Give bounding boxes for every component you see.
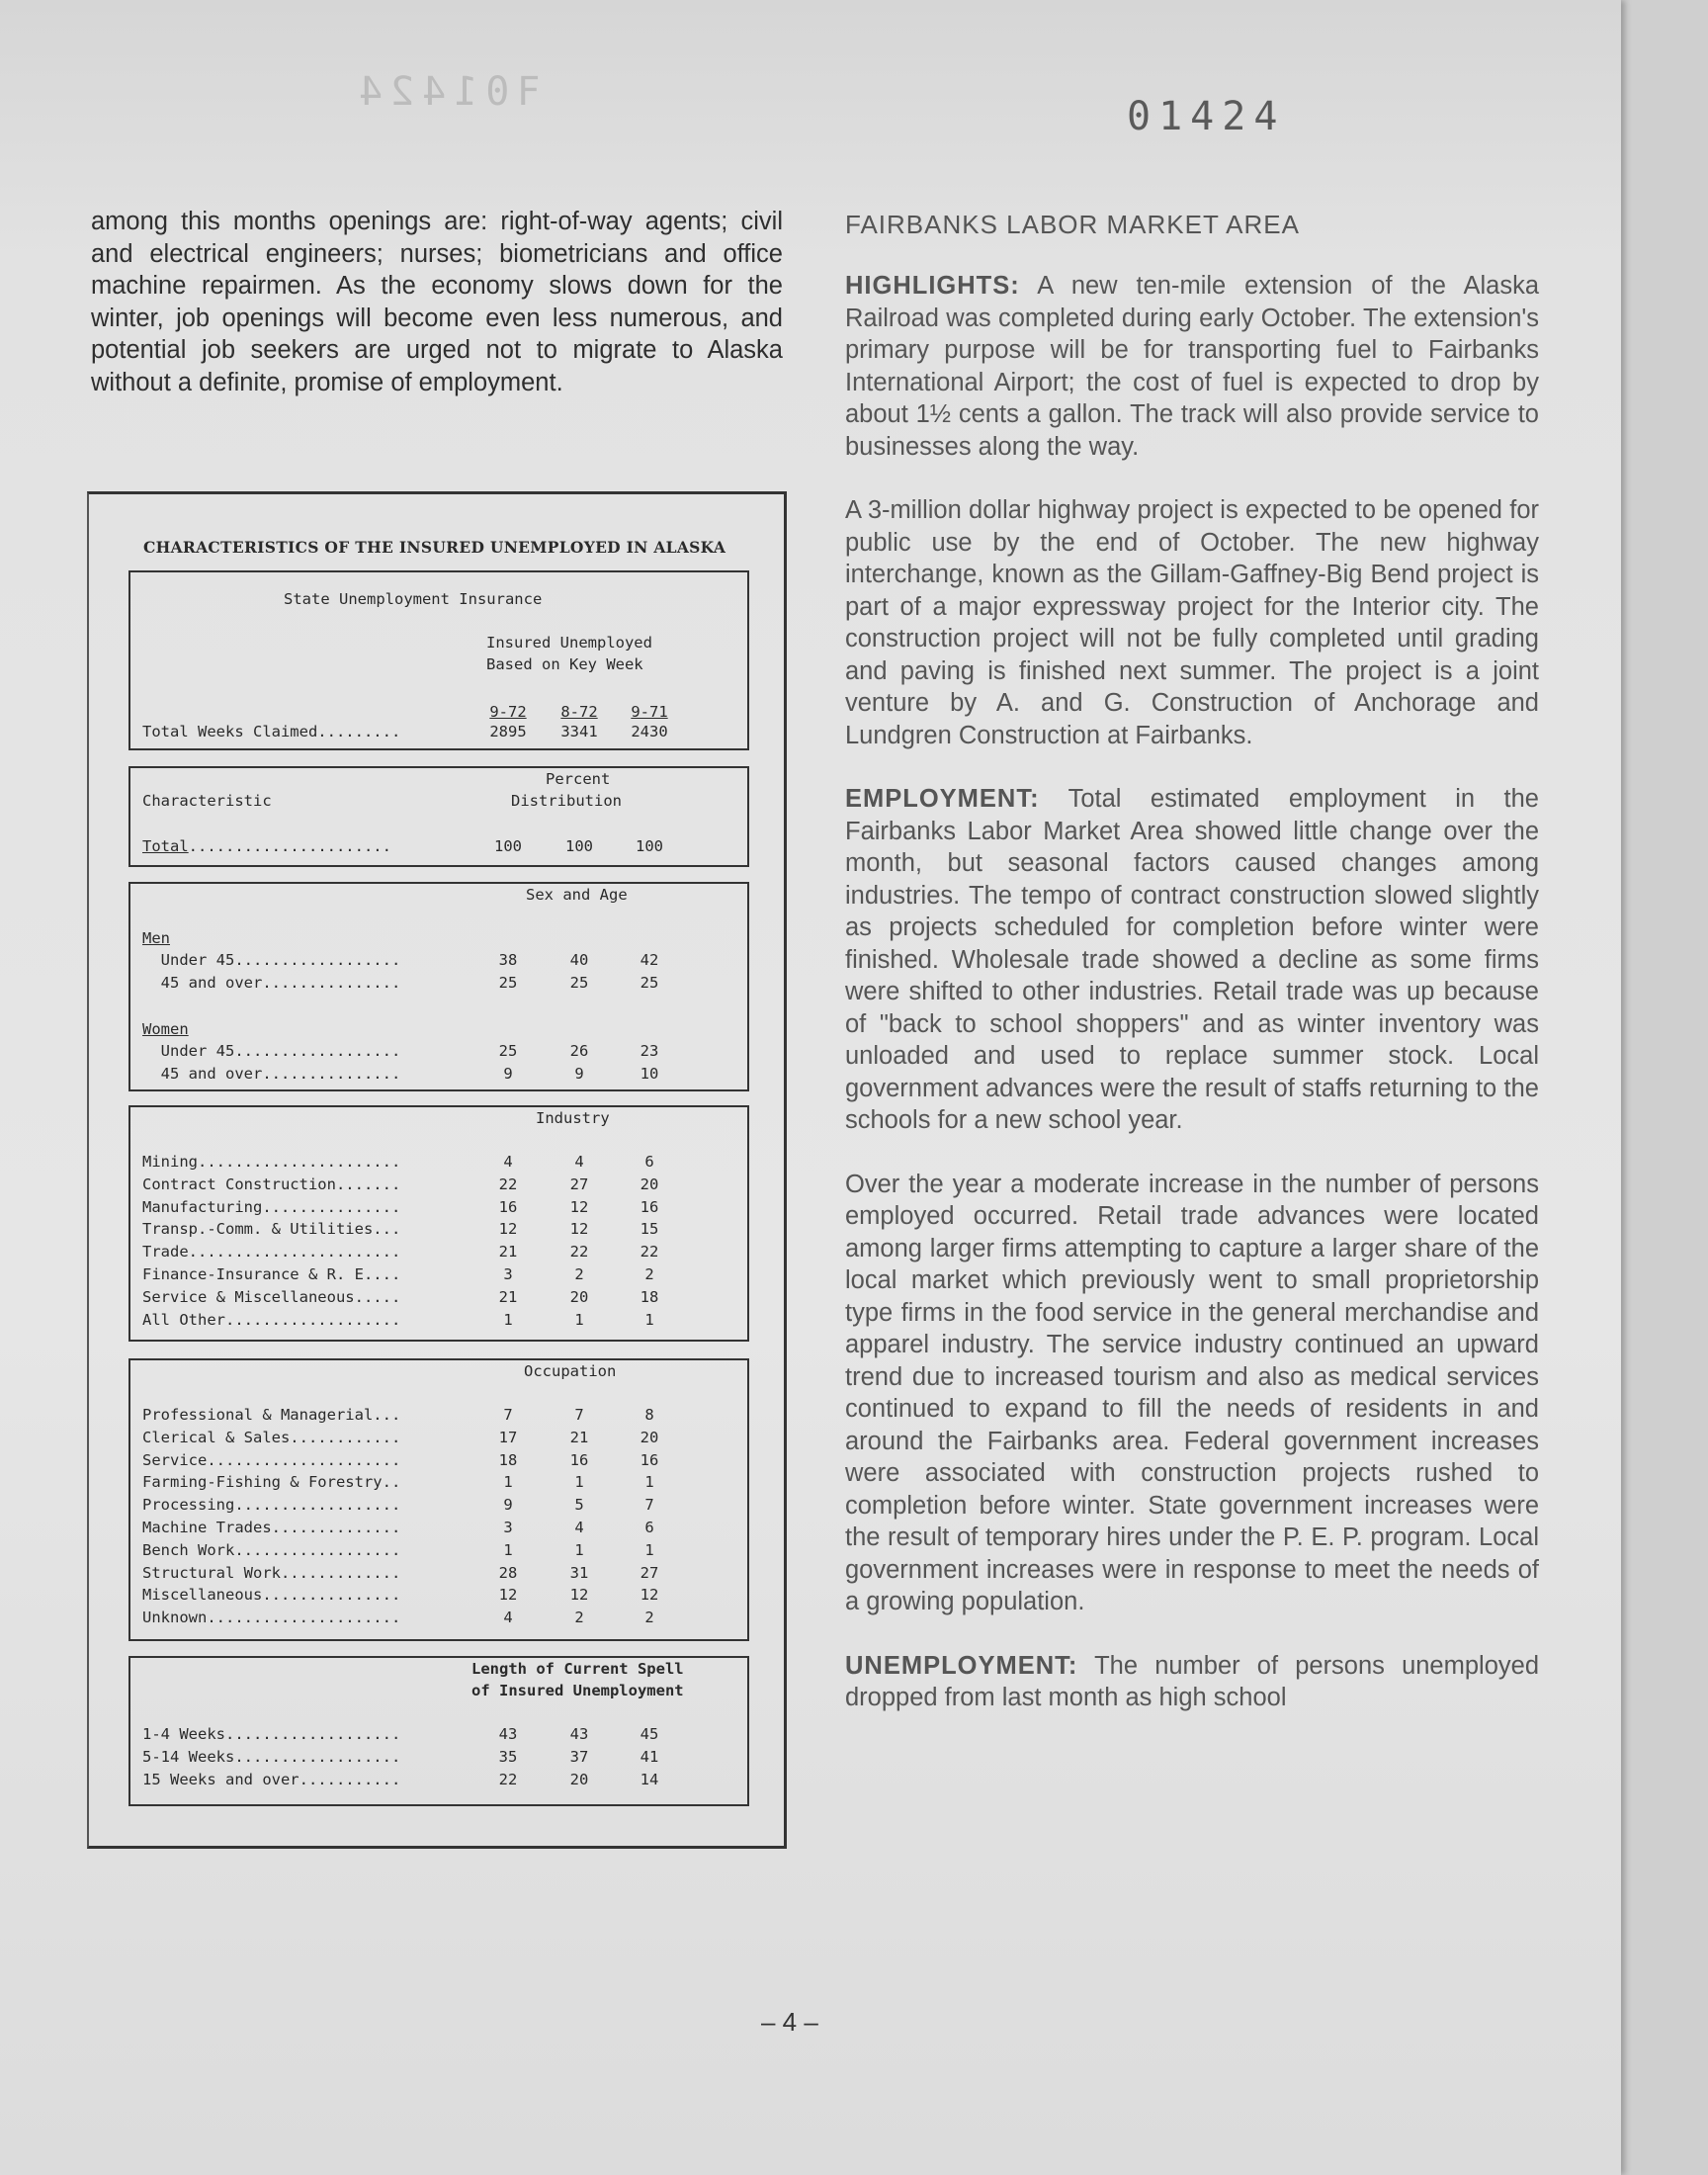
insured-header-1: Insured Unemployed	[486, 634, 652, 652]
row-value: 17	[498, 1428, 518, 1446]
row-value: 20	[569, 1287, 589, 1306]
table-row	[130, 1243, 747, 1264]
distribution-box	[128, 766, 749, 867]
row-value: 22	[498, 1771, 518, 1788]
row-value: 35	[498, 1748, 518, 1766]
row-value: 9	[503, 1496, 513, 1515]
occupation-header: Occupation	[524, 1362, 617, 1380]
row-value: 4	[503, 1609, 513, 1627]
table-row	[130, 1725, 747, 1747]
highway-paragraph: A 3-million dollar highway project is expected to be opened for public use by the end of October. The new highway interchange, known as the Gillam-Gaffney-Big Bend project is part of a major expressway project for the Interior city. The construction project will not be fully completed until grading and paving is finished next summer. The project is a joint venture by A. and G. Construction of Anchorage and Lundgren Construction at Fairbanks.	[845, 496, 1539, 749]
row-label: Professional & Managerial...	[142, 1406, 401, 1424]
occupation-box	[128, 1358, 749, 1641]
row-value: 41	[640, 1748, 659, 1766]
row-value: 1	[574, 1310, 584, 1329]
row-value: 2	[574, 1609, 584, 1627]
row-label: Service & Miscellaneous.....	[142, 1287, 401, 1306]
row-value: 21	[569, 1428, 589, 1446]
total-weeks-row	[130, 723, 747, 744]
table-row	[130, 1451, 747, 1473]
row-value: 16	[498, 1197, 518, 1216]
row-value: 1	[574, 1473, 584, 1492]
row-value: 12	[569, 1197, 589, 1216]
characteristic-label: Characteristic	[142, 792, 272, 810]
table-row	[130, 1311, 747, 1333]
row-label: 15 Weeks and over...........	[142, 1771, 401, 1788]
row-value: 27	[569, 1174, 589, 1193]
table-row	[130, 1153, 747, 1174]
row-label: Contract Construction.......	[142, 1174, 401, 1193]
industry-box	[128, 1105, 749, 1342]
row-value: 12	[498, 1220, 518, 1239]
row-value: 20	[640, 1174, 659, 1193]
table-row	[130, 1406, 747, 1428]
page-number: – 4 –	[761, 2007, 818, 2037]
row-value: 6	[644, 1519, 654, 1536]
women-row: 45 and over............... 9 9 10	[142, 1065, 659, 1083]
row-value: 18	[640, 1287, 659, 1306]
row-value: 1	[644, 1540, 654, 1559]
row-value: 2	[644, 1265, 654, 1283]
total-value-2: 100	[565, 837, 593, 855]
highlights-lead: HIGHLIGHTS:	[845, 272, 1020, 300]
table-row	[130, 1541, 747, 1563]
row-value: 1	[503, 1310, 513, 1329]
unemployment-paragraph: UNEMPLOYMENT: The number of persons unemployed dropped from last month as high school	[845, 1651, 1539, 1711]
total-dots: ......................	[188, 837, 391, 855]
row-value: 7	[574, 1406, 584, 1424]
table-row	[130, 1609, 747, 1630]
table-row	[130, 1473, 747, 1495]
row-value: 27	[640, 1563, 659, 1582]
total-value-1: 100	[494, 837, 522, 855]
row-value: 8	[644, 1406, 654, 1424]
row-value: 16	[640, 1450, 659, 1469]
row-value: 2	[644, 1609, 654, 1627]
table-row	[130, 1220, 747, 1242]
section-title: FAIRBANKS LABOR MARKET AREA	[845, 210, 1300, 239]
row-value: 4	[503, 1153, 513, 1171]
row-label: Farming-Fishing & Forestry..	[142, 1473, 401, 1492]
row-label: Mining......................	[142, 1153, 401, 1171]
total-weeks-label: Total Weeks Claimed.........	[142, 723, 401, 740]
period-col-1: 9-72	[489, 703, 527, 721]
women-row: Under 45.................. 25 26 23	[142, 1042, 659, 1060]
row-label: 1-4 Weeks...................	[142, 1725, 401, 1743]
row-value: 16	[640, 1197, 659, 1216]
row-label: Unknown.....................	[142, 1609, 401, 1627]
table-row	[130, 1429, 747, 1450]
row-value: 20	[640, 1428, 659, 1446]
row-label: All Other...................	[142, 1310, 401, 1329]
row-value: 1	[644, 1310, 654, 1329]
insured-unemployed-table	[87, 491, 787, 1849]
row-value: 7	[503, 1406, 513, 1424]
row-label: Finance-Insurance & R. E....	[142, 1265, 401, 1283]
row-value: 4	[574, 1519, 584, 1536]
row-value: 3	[503, 1265, 513, 1283]
row-label: Bench Work..................	[142, 1540, 401, 1559]
document-number-stamp: 01424	[1127, 94, 1286, 139]
bleed-through-stamp: ꟻ01424	[351, 69, 541, 115]
row-value: 31	[569, 1563, 589, 1582]
spell-box	[128, 1656, 749, 1806]
row-value: 1	[503, 1540, 513, 1559]
row-value: 1	[574, 1540, 584, 1559]
total-label: Total	[142, 837, 189, 855]
sex-age-box	[128, 882, 749, 1091]
row-value: 22	[498, 1174, 518, 1193]
spell-header-2: of Insured Unemployment	[471, 1682, 684, 1699]
row-value: 28	[498, 1563, 518, 1582]
period-header-row	[130, 703, 747, 725]
over-year-paragraph: Over the year a moderate increase in the number of persons employed occurred. Retail trade advances were located among larger firms attempting to capture a larger share of the local market which previously went to small proprietorship type firms in the food service in the general merchandise and apparel industry. The service industry continued an upward trend due to increased tourism and also as medical services continued to expand to fill the needs of residents in and around the Fairbanks area. Federal government increases were associated with construction projects rushed to completion before winter. State government increases were the result of temporary hires under the P. E. P. program. Local government increases were in response to meet the needs of a growing population.	[845, 1170, 1539, 1615]
row-value: 7	[644, 1496, 654, 1515]
table-row	[130, 1175, 747, 1197]
table-row	[130, 1496, 747, 1518]
row-value: 45	[640, 1725, 659, 1743]
period-col-3: 9-71	[631, 703, 668, 721]
insurance-box	[128, 570, 749, 750]
men-label: Men	[142, 929, 170, 947]
left-paragraph: among this months openings are: right-of-way agents; civil and electrical engineers; nurses; biometricians and office machine repairmen. As the economy slows down for the winter, job openings will become even less numerous, and potential job seekers are urged not to migrate to Alaska without a definite, promise of employment.	[91, 208, 783, 396]
row-value: 16	[569, 1450, 589, 1469]
row-value: 1	[644, 1473, 654, 1492]
total-weeks-3: 2430	[631, 723, 668, 740]
row-label: Service.....................	[142, 1450, 401, 1469]
row-label: Trade.......................	[142, 1243, 401, 1262]
men-row: Under 45.................. 38 40 42	[142, 951, 659, 969]
row-value: 37	[569, 1748, 589, 1766]
row-value: 15	[640, 1220, 659, 1239]
row-value: 12	[569, 1220, 589, 1239]
row-label: Clerical & Sales............	[142, 1428, 401, 1446]
row-value: 12	[569, 1586, 589, 1605]
unemployment-lead: UNEMPLOYMENT:	[845, 1651, 1078, 1680]
row-value: 2	[574, 1265, 584, 1283]
row-value: 21	[498, 1287, 518, 1306]
percent-label-2: Distribution	[511, 792, 622, 810]
table-row	[130, 1748, 747, 1770]
row-value: 43	[498, 1725, 518, 1743]
row-label: Miscellaneous...............	[142, 1586, 401, 1605]
row-value: 6	[644, 1153, 654, 1171]
row-value: 22	[569, 1243, 589, 1262]
row-value: 18	[498, 1450, 518, 1469]
row-value: 12	[498, 1586, 518, 1605]
row-label: Machine Trades..............	[142, 1519, 401, 1536]
row-label: Processing..................	[142, 1496, 401, 1515]
table-title: CHARACTERISTICS OF THE INSURED UNEMPLOYED IN ALASKA	[143, 538, 726, 557]
right-column	[845, 206, 1539, 1714]
sex-age-header: Sex and Age	[526, 886, 628, 904]
table-row	[130, 1771, 747, 1792]
row-value: 43	[569, 1725, 589, 1743]
row-label: Manufacturing...............	[142, 1197, 401, 1216]
row-label: 5-14 Weeks..................	[142, 1748, 401, 1766]
employment-paragraph: EMPLOYMENT: Total estimated employment in the Fairbanks Labor Market Area showed little change over the month, but seasonal factors caused changes among industries. The tempo of contract construction slowed slightly as projects scheduled for completion before winter were finished. Wholesale trade showed a decline as some firms were shifted to other industries. Retail trade was up because of "back to school shoppers" and as winter inventory was unloaded and used to replace summer stock. Local government advances were the result of staffs returning to the schools for a new school year.	[845, 785, 1539, 1134]
table-row	[130, 1586, 747, 1608]
row-label: Structural Work.............	[142, 1563, 401, 1582]
table-row	[130, 1564, 747, 1586]
row-label: Transp.-Comm. & Utilities...	[142, 1220, 401, 1239]
total-weeks-1: 2895	[489, 723, 527, 740]
period-col-2: 8-72	[560, 703, 598, 721]
row-value: 4	[574, 1153, 584, 1171]
table-row	[130, 1265, 747, 1287]
industry-header: Industry	[536, 1109, 610, 1127]
spell-header-1: Length of Current Spell	[471, 1660, 684, 1678]
row-value: 5	[574, 1496, 584, 1515]
table-row	[130, 1519, 747, 1540]
women-label: Women	[142, 1020, 189, 1038]
total-weeks-2: 3341	[560, 723, 598, 740]
table-row	[130, 1198, 747, 1220]
row-value: 14	[640, 1771, 659, 1788]
insurance-header: State Unemployment Insurance	[284, 590, 543, 608]
total-row	[130, 837, 747, 859]
row-value: 20	[569, 1771, 589, 1788]
row-value: 3	[503, 1519, 513, 1536]
employment-lead: EMPLOYMENT:	[845, 785, 1040, 813]
table-row	[130, 1288, 747, 1310]
left-column	[91, 206, 783, 398]
insured-header-2: Based on Key Week	[486, 655, 643, 673]
men-row: 45 and over............... 25 25 25	[142, 974, 659, 992]
row-value: 21	[498, 1243, 518, 1262]
percent-label-1: Percent	[546, 770, 611, 788]
total-value-3: 100	[636, 837, 663, 855]
row-value: 1	[503, 1473, 513, 1492]
row-value: 12	[640, 1586, 659, 1605]
highlights-paragraph: HIGHLIGHTS: A new ten-mile extension of the Alaska Railroad was completed during early October. The extension's primary purpose will be for transporting fuel to Fairbanks International Airport; the cost of fuel is expected to drop by about 1½ cents a gallon. The track will also provide service to businesses along the way.	[845, 272, 1539, 461]
row-value: 22	[640, 1243, 659, 1262]
